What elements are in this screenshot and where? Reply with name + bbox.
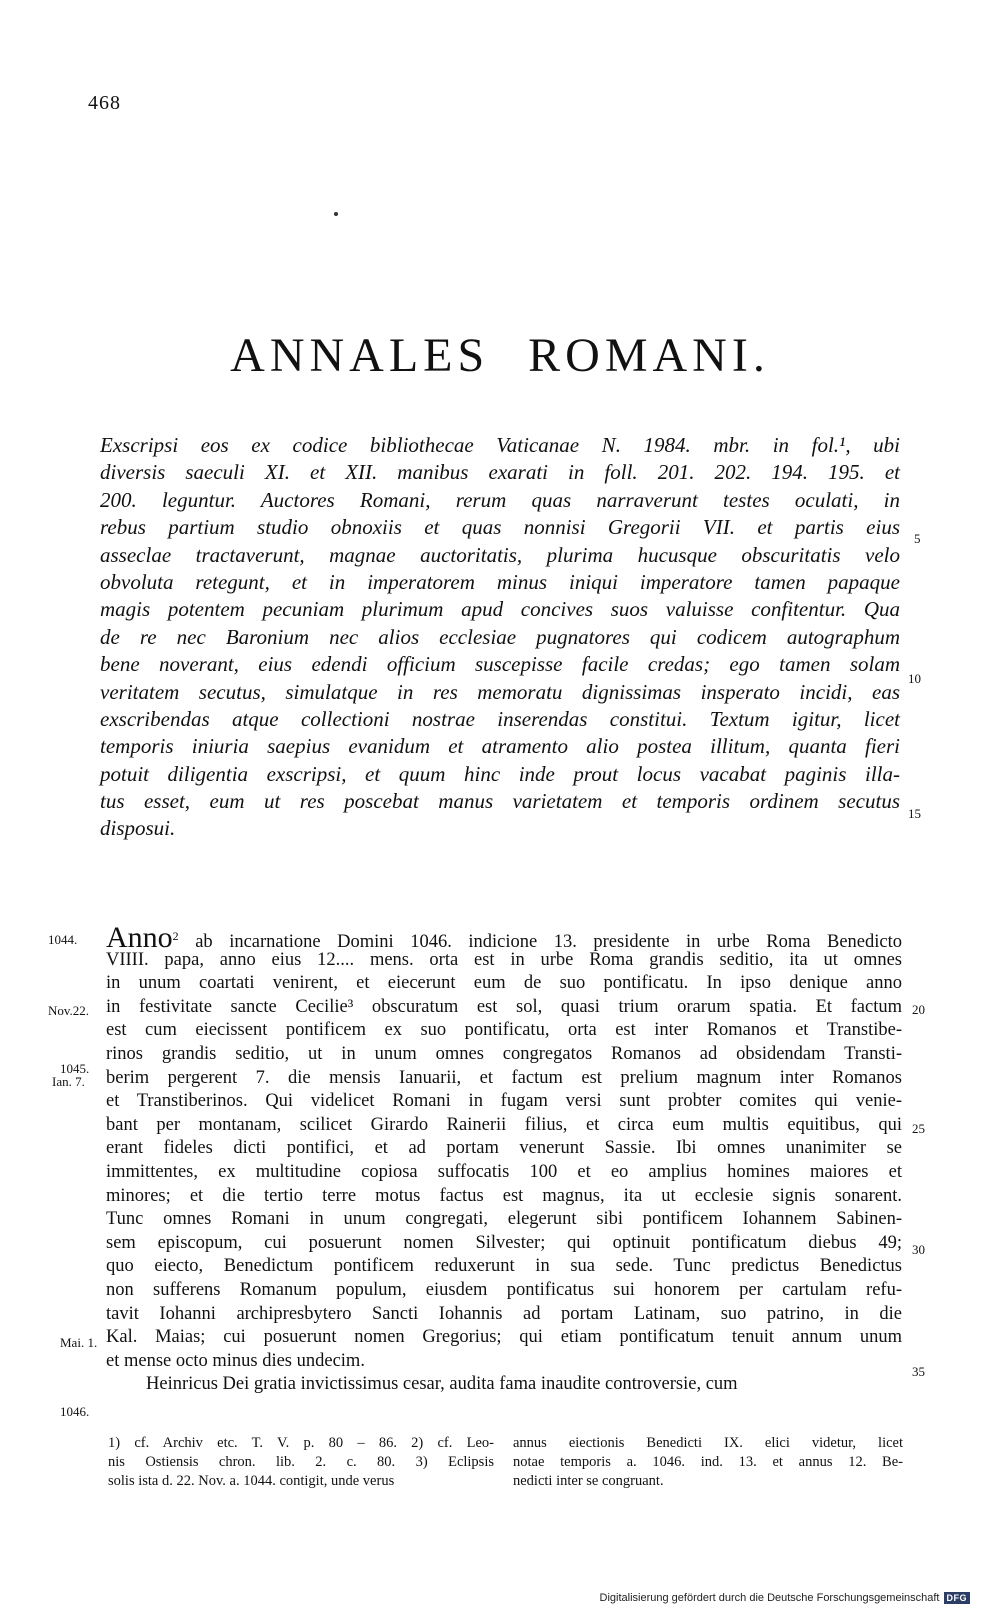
annals-line: Heinricus Dei gratia invictissimus cesar, audita fama inaudite controversie, cum bbox=[146, 1374, 738, 1395]
line-number-15: 15 bbox=[908, 806, 921, 821]
preface bbox=[100, 432, 900, 843]
preface-line: magis potentem pecuniam plurimum apud concives suos valuisse confitentur. Qua bbox=[100, 597, 900, 622]
margin-date-nov22: Nov.22. bbox=[48, 1003, 90, 1018]
annals-line: Kal. Maias; cui posuerunt nomen Gregorius; qui etiam pontificatum tenuit annum unum bbox=[106, 1327, 902, 1348]
ink-dot bbox=[334, 212, 338, 216]
preface-line: diversis saeculi XI. et XII. manibus exarati in foll. 201. 202. 194. 195. et bbox=[100, 460, 900, 485]
digitization-credit bbox=[600, 1592, 970, 1604]
preface-line: veritatem secutus, simulatque in res memoratu dignissimas insperato incidi, eas bbox=[100, 679, 900, 704]
dfg-logo: DFG bbox=[944, 1592, 971, 1604]
preface-line: disposui. bbox=[100, 816, 176, 841]
footnote-line: notae temporis a. 1046. ind. 13. et annus 12. Be- bbox=[513, 1454, 903, 1470]
initial-word: Anno bbox=[106, 921, 173, 955]
preface-line: de re nec Baronium nec alios ecclesiae pugnatores qui codicem autographum bbox=[100, 624, 900, 649]
preface-line: asseclae tractaverunt, magnae auctoritatis, plurima hucusque obscuritatis velo bbox=[100, 542, 900, 567]
annals-text bbox=[106, 921, 902, 1397]
annals-line: VIIII. papa, anno eius 12.... mens. orta est in urbe Roma grandis seditio, ita ut omnes bbox=[106, 949, 902, 970]
preface-line: bene noverant, eius edendi officium suscepisse facile credas; ego tamen solam bbox=[100, 652, 900, 677]
margin-date-1046: 1046. bbox=[60, 1404, 90, 1419]
footnote-ref: 2 bbox=[172, 929, 179, 943]
footnote-line: solis ista d. 22. Nov. a. 1044. contigit, unde verus bbox=[108, 1473, 395, 1489]
footnote-line: 1) cf. Archiv etc. T. V. p. 80 – 86. 2) cf. Leo- bbox=[108, 1435, 494, 1451]
annals-line: est cum eiecissent pontificem ex suo pontificatu, orta est inter Romanos et Transtibe- bbox=[106, 1020, 902, 1041]
preface-line: Exscripsi eos ex codice bibliothecae Vaticanae N. 1984. mbr. in fol.¹, ubi bbox=[100, 433, 900, 457]
annals-line-rest: ab incarnatione Domini 1046. indicione 13. presidente in urbe Roma Benedicto bbox=[178, 932, 902, 953]
page-number: 468 bbox=[88, 92, 121, 114]
footnote-line: annus eiectionis Benedicti IX. elici videtur, licet bbox=[513, 1435, 903, 1451]
margin-date-ian7: Ian. 7. bbox=[52, 1074, 85, 1089]
annals-line: erant fideles dicti pontifici, et ad portam venerunt Sassie. Ibi omnes unanimiter se bbox=[106, 1138, 902, 1159]
annals-line: minores; et die tertio terre motus factus est magnus, ita ut ecclesie signis sonarent. bbox=[106, 1185, 902, 1206]
annals-line: in festivitate sancte Cecilie³ obscuratum est sol, quasi trium orarum spatia. Et factum bbox=[106, 996, 902, 1017]
annals-line: in unum coartati venirent, et eiecerunt eum de suo pontificatu. In ipso denique anno bbox=[106, 973, 902, 994]
line-number-5: 5 bbox=[914, 531, 921, 546]
margin-date-1044: 1044. bbox=[48, 932, 78, 947]
preface-line: rebus partium studio obnoxiis et quas nonnisi Gregorii VII. et partis eius bbox=[100, 515, 900, 540]
annals-line bbox=[106, 921, 902, 955]
preface-line: tus esset, eum ut res poscebat manus varietatem et temporis ordinem secutus bbox=[100, 789, 900, 814]
margin-date-mai1: Mai. 1. bbox=[60, 1335, 98, 1350]
annals-line: rinos grandis seditio, ut in unum omnes congregatos Romanos ad obsidendam Transti- bbox=[106, 1043, 902, 1064]
preface-line: temporis iniuria saepius evanidum et atramento alio postea illitum, quanta fieri bbox=[100, 734, 900, 759]
line-number-35: 35 bbox=[912, 1364, 925, 1379]
preface-line: potuit diligentia exscripsi, et quum hinc inde prout locus vacabat paginis illa- bbox=[100, 761, 900, 786]
footnotes-left bbox=[108, 1434, 494, 1491]
line-number-30: 30 bbox=[912, 1242, 925, 1257]
footnotes-right bbox=[513, 1434, 903, 1491]
annals-line: tavit Iohanni archipresbytero Sancti Iohannis ad portam Latinam, suo patrino, in die bbox=[106, 1303, 902, 1324]
annals-line: berim pergerent 7. die mensis Ianuarii, et factum est prelium magnum inter Romanos bbox=[106, 1067, 902, 1088]
line-number-25: 25 bbox=[912, 1121, 925, 1136]
annals-line: immittentes, ex multitudine copiosa suffocatis 100 et eo amplius homines maiores et bbox=[106, 1161, 902, 1182]
page-title: ANNALES ROMANI. bbox=[230, 329, 770, 383]
preface-line: 200. leguntur. Auctores Romani, rerum quas narraverunt testes oculati, in bbox=[100, 487, 900, 512]
line-number-20: 20 bbox=[912, 1002, 925, 1017]
preface-line: exscribendas atque collectioni nostrae inserendas constitui. Textum igitur, licet bbox=[100, 706, 900, 731]
annals-line: non sufferens Romanum populum, eiusdem pontificatus sui honorem per cartulam refu- bbox=[106, 1279, 902, 1300]
annals-line: sem episcopum, cui posuerunt nomen Silvester; qui optinuit pontificatum diebus 49; bbox=[106, 1232, 902, 1253]
preface-line: obvoluta retegunt, et in imperatorem minus iniqui imperatore tamen papaque bbox=[100, 569, 900, 594]
annals-line: quo eiecto, Benedictum pontificem reduxerunt in sua sede. Tunc predictus Benedictus bbox=[106, 1256, 902, 1277]
margin-date-1045: 1045. bbox=[60, 1061, 90, 1076]
footnote-line: nedicti inter se congruant. bbox=[513, 1473, 664, 1489]
annals-line: bant per montanam, scilicet Girardo Rainerii filius, et circa eum multis equitibus, qui bbox=[106, 1114, 902, 1135]
annals-line: et Transtiberinos. Qui videlicet Romani in fugam versi sunt probter comites qui venie- bbox=[106, 1091, 902, 1112]
line-number-10: 10 bbox=[908, 671, 921, 686]
annals-line: Tunc omnes Romani in unum congregati, elegerunt sibi pontificem Iohannem Sabinen- bbox=[106, 1209, 902, 1230]
annals-line: et mense octo minus dies undecim. bbox=[106, 1350, 365, 1371]
credit-text: Digitalisierung gefördert durch die Deutsche Forschungsgemeinschaft bbox=[599, 1592, 940, 1604]
footnote-line: nis Ostiensis chron. lib. 2. c. 80. 3) Eclipsis bbox=[108, 1454, 494, 1470]
